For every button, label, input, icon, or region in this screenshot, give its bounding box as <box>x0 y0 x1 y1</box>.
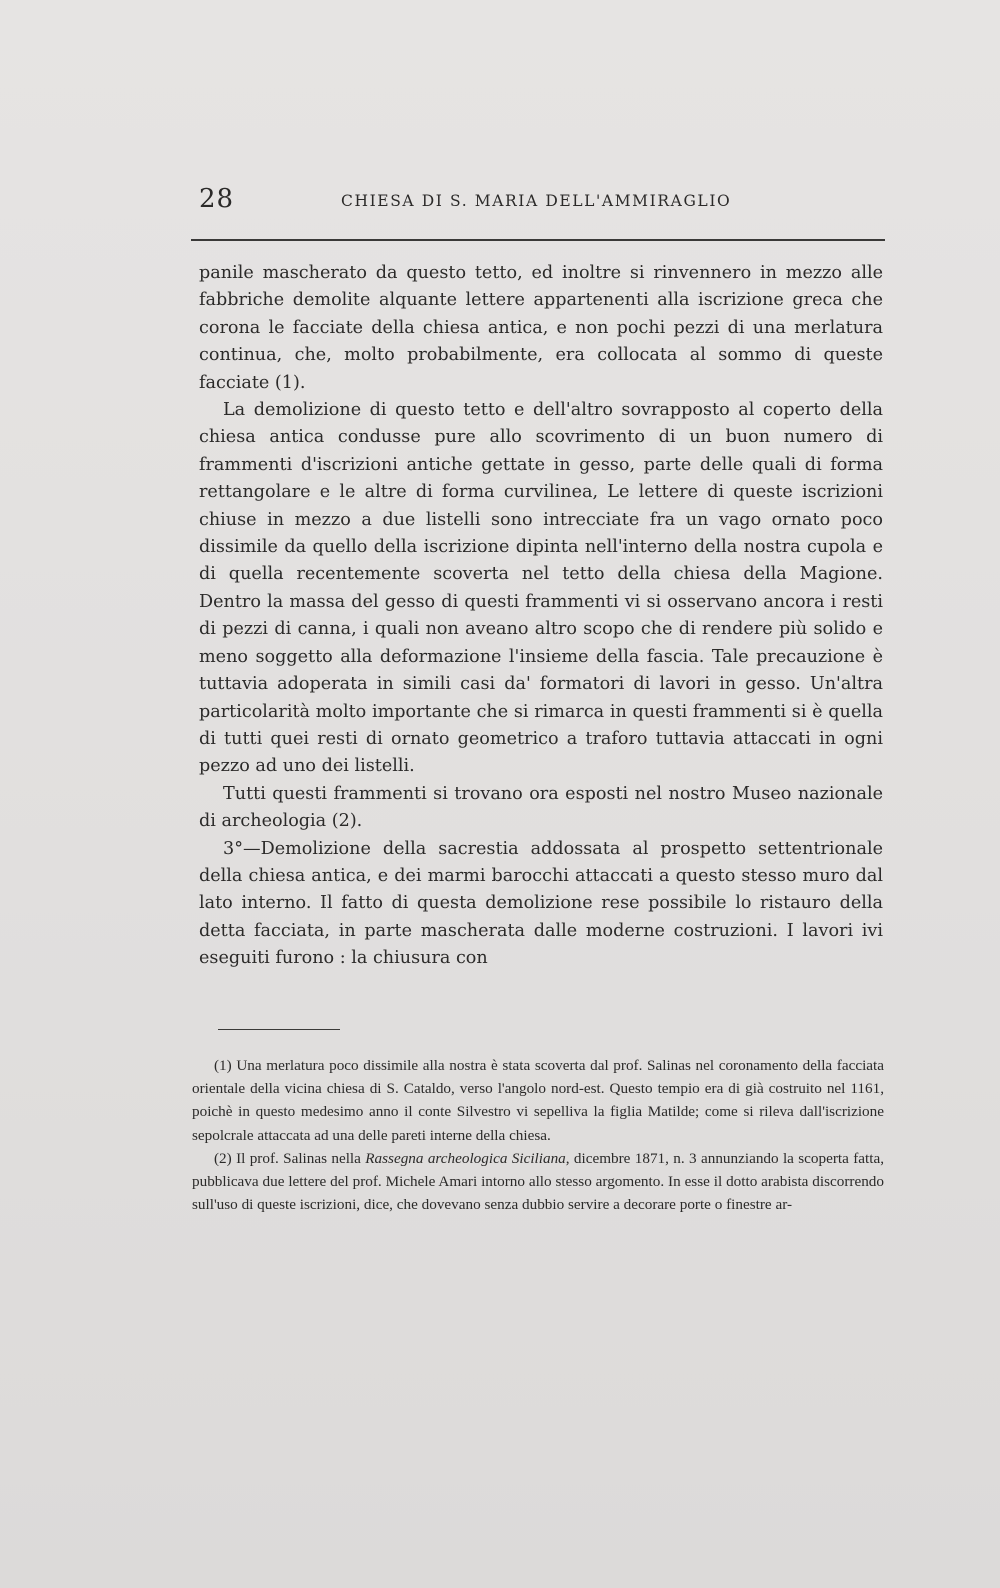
paragraph: panile mascherato da questo tetto, ed inoltre si rinvennero in mezzo alle fabbriche demolite alquante lettere appartenenti alla iscrizione greca che corona le facciate della chiesa antica, e non pochi pezzi di una merlatura continua, che, molto probabilmente, era collocata al sommo di queste facciate (1). <box>199 263 883 393</box>
footnote-2-text: (2) Il prof. Salinas nella <box>214 1149 366 1167</box>
footnote-2 <box>192 1147 884 1217</box>
footnotes <box>192 1054 884 1216</box>
footnote-1: (1) Una merlatura poco dissimile alla nostra è stata scoverta dal prof. Salinas nel coronamento della facciata orientale della vicina chiesa di S. Cataldo, verso l'angolo nord-est. Questo tempio era di già costruito nel 1161, poichè in questo medesimo anno il conte Silvestro vi sepelliva la figlia Matilde; come si rileva dall'iscrizione sepolcrale attaccata ad una delle pareti interne della chiesa. <box>192 1057 884 1144</box>
paragraph: 3°—Demolizione della sacrestia addossata al prospetto settentrionale della chiesa antica, e dei marmi barocchi attaccati a questo stesso muro dal lato interno. Il fatto di questa demolizione rese possibile lo ristauro della detta facciata, in parte mascherata dalle moderne costruzioni. I lavori ivi eseguiti furono : la chiusura con <box>199 838 883 969</box>
paragraph: Tutti questi frammenti si trovano ora esposti nel nostro Museo nazionale di archeologia (2). <box>199 783 883 832</box>
body-text <box>199 260 883 973</box>
running-title: CHIESA DI S. MARIA DELL'AMMIRAGLIO <box>341 192 732 210</box>
journal-title: Rassegna archeologica Siciliana <box>365 1149 566 1167</box>
header-rule <box>191 239 885 241</box>
page-number: 28 <box>199 184 235 214</box>
paragraph: La demolizione di questo tetto e dell'altro sovrapposto al coperto della chiesa antica condusse pure allo scovrimento di un buon numero di frammenti d'iscrizioni antiche gettate in gesso, parte delle quali di forma rettangolare e le altre di forma curvilinea, Le lettere di queste iscrizioni chiuse in mezzo a due listelli sono intrecciate fra un vago ornato poco dissimile da quello della iscrizione dipinta nell'interno della nostra cupola e di quella recentemente scoverta nel tetto della chiesa della Magione. Dentro la massa del gesso di questi frammenti vi si osservano ancora i resti di pezzi di canna, i quali non aveano altro scopo che di rendere più solido e meno soggetto alla deformazione l'insieme della fascia. Tale precauzione è tuttavia adoperata in simili casi da' formatori di lavori in gesso. Un'altra particolarità molto importante che si rimarca in questi frammenti si è quella di tutti quei resti di ornato geometrico a traforo tuttavia attaccati in ogni pezzo ad uno dei listelli. <box>199 400 883 777</box>
footnote-rule <box>218 1029 340 1030</box>
page-header <box>199 184 883 224</box>
footnote-2-text-cont: , dicembre 1871, n. 3 annunziando la scoperta fatta, pubblicava due lettere del prof. Michele Amari intorno allo stesso argomento. In esse il dotto arabista discorrendo sull'uso di queste iscrizioni, dice, che dovevano senza dubbio servire a decorare porte o finestre ar- <box>192 1149 885 1214</box>
